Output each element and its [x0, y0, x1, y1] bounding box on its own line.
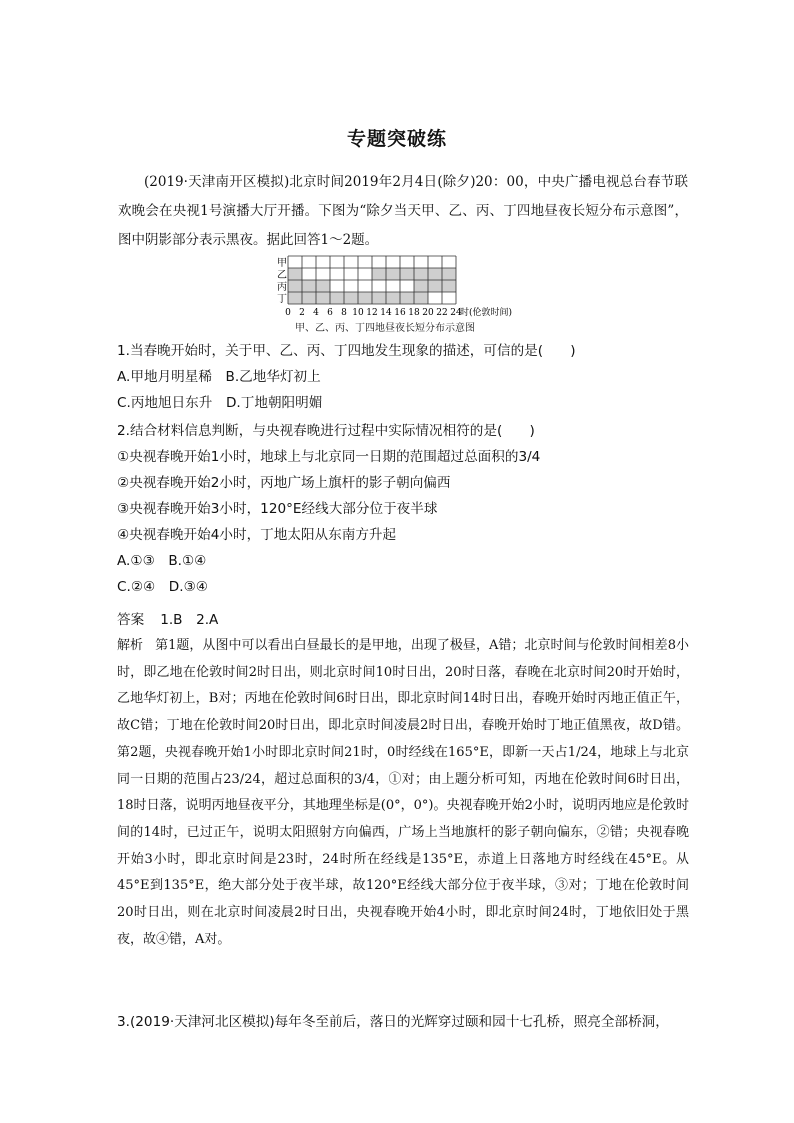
x-tick-label: 2	[299, 308, 305, 318]
question-1-options-ab: A.甲地月明星稀 B.乙地华灯初上	[117, 369, 321, 385]
night-segment	[288, 280, 330, 292]
answer-line	[117, 608, 234, 628]
x-tick-label: 18	[408, 308, 420, 318]
day-night-chart	[276, 254, 526, 320]
x-tick-label: 4	[313, 308, 319, 318]
analysis-paragraph	[117, 633, 689, 953]
question-1-stem: 1.当春晚开始时，关于甲、乙、丙、丁四地发生现象的描述，可信的是( )	[117, 343, 576, 359]
question-2-item-4: ④央视春晚开始4小时，丁地太阳从东南方升起	[117, 527, 397, 543]
x-tick-label: 10	[352, 308, 364, 318]
question-2-item-1: ①央视春晚开始1小时，地球上与北京同一日期的范围超过总面积的3/4	[117, 449, 541, 465]
question-1-options-cd: C.丙地旭日东升 D.丁地朝阳明媚	[117, 395, 323, 411]
intro-paragraph: (2019·天津南开区模拟)北京时间2019年2月4日(除夕)20：00，中央广播电视总台春节联欢晚会在央视1号演播大厅开播。下图为“除夕当天甲、乙、丙、丁四地昼夜长短分布示意图”，图中阴影部分表示黑夜。据此回答1～2题。	[118, 174, 688, 248]
question-2-stem: 2.结合材料信息判断，与央视春晚进行过程中实际情况相符的是( )	[117, 423, 535, 439]
answer-value: 1.B 2.A	[160, 612, 219, 628]
page-title: 专题突破练	[346, 128, 447, 150]
row-label: 乙	[277, 270, 287, 281]
night-segment	[414, 280, 456, 292]
analysis-text: 第1题，从图中可以看出白昼最长的是甲地，出现了极昼，A错；北京时间与伦敦时间相差8小时，即乙地在伦敦时间2时日出，则北京时间10时日出，20时日落，春晚在北京时间20时开始时，乙地华灯初上，B对；丙地在伦敦时间6时日出，即北京时间14时日出，春晚开始时丙地正值正午，故C错；丁地在伦敦时间20时日出，即北京时间凌晨2时日出，春晚开始时丁地正值黑夜，故D错。第2题，央视春晚开始1小时即北京时间21时，0时经线在165°E，即新一天占1/24，地球上与北京同一日期的范围占23/24，超过总面积的3/4，①对；由上题分析可知，丙地在伦敦时间6时日出，18时日落，说明丙地昼夜平分，其地理坐标是(0°，0°)。央视春晚开始2小时，说明丙地应是伦敦时间的14时，已过正午，说明太阳照射方向偏西，广场上当地旗杆的影子朝向偏东，②错；央视春晚开始3小时，即北京时间是23时，24时所在经线是135°E，赤道上日落地方时经线在45°E。从45°E到135°E，绝大部分处于夜半球，故120°E经线大部分位于夜半球，③对；丁地在伦敦时间20时日出，则在北京时间凌晨2时日出，央视春晚开始4小时，即北京时间24时，丁地依旧处于黑夜，故④错，A对。	[117, 638, 689, 947]
x-tick-label: 20	[422, 308, 434, 318]
question-2-options-cd: C.②④ D.③④	[117, 579, 208, 595]
x-tick-label: 16	[394, 308, 406, 318]
x-tick-label: 24	[450, 308, 462, 318]
question-2-item-3: ③央视春晚开始3小时，120°E经线大部分位于夜半球	[117, 501, 438, 517]
row-label: 丁	[277, 294, 287, 305]
question-2	[117, 418, 689, 600]
question-2-item-2: ②央视春晚开始2小时，丙地广场上旗杆的影子朝向偏西	[117, 475, 451, 491]
analysis-label: 解析	[117, 638, 144, 653]
question-1	[117, 338, 689, 416]
night-segment	[288, 268, 302, 280]
row-label: 甲	[277, 258, 287, 269]
x-axis-unit-label: 时(伦敦时间)	[460, 308, 513, 318]
x-tick-label: 12	[366, 308, 378, 318]
x-tick-label: 14	[380, 308, 392, 318]
answer-label: 答案	[117, 612, 145, 628]
question-3-stem: 3.(2019·天津河北区模拟)每年冬至前后，落日的光辉穿过颐和园十七孔桥，照亮全部桥洞，	[117, 1014, 669, 1030]
figure-caption: 甲、乙、丙、丁四地昼夜长短分布示意图	[295, 323, 475, 334]
question-2-options-ab: A.①③ B.①④	[117, 553, 207, 569]
x-tick-label: 8	[341, 308, 347, 318]
row-label: 丙	[277, 282, 287, 293]
x-tick-label: 0	[285, 308, 291, 318]
x-tick-label: 6	[327, 308, 333, 318]
x-tick-label: 22	[436, 308, 448, 318]
